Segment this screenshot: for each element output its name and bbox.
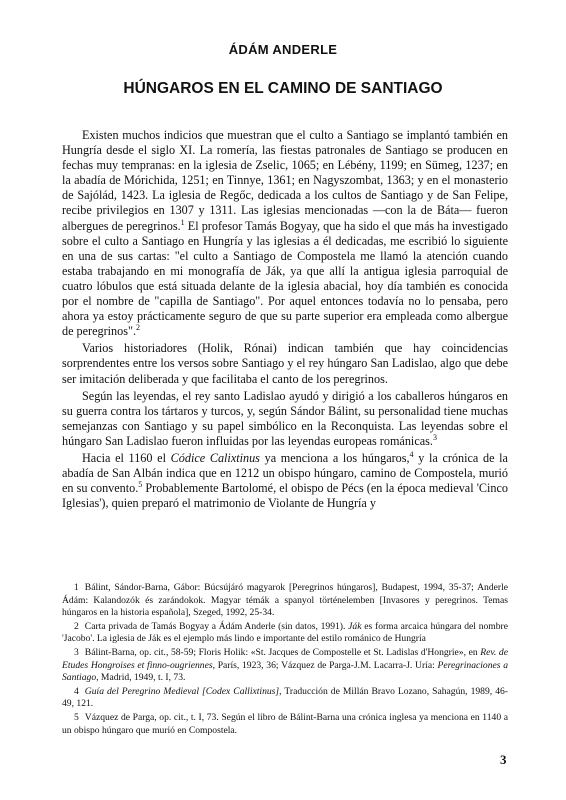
footnote-number: 2 (74, 620, 79, 632)
paragraph-1 (62, 128, 508, 339)
paragraph-4 (62, 451, 508, 511)
footnote-3-italic-1: Rev. de Etudes Hongroises et finno-ougriennes (62, 646, 508, 671)
paragraph-1-text-a: Existen muchos indicios que muestran que el culto a Santiago se implantó también en Hungría desde el siglo XI. La romería, las fiestas patronales de Santiago se producen en fechas muy tempranas: en la iglesia de Zselic, 1065; en Lébény, 1199; en Sümeg, 1237; en la abadía de Mórichida, 1251; en Tinnye, 1361; en Nagyszombat, 1363; y en el monasterio de Sajólád, 1423. La iglesia de Regőc, dedicada a los cultos de Santiago y de San Felipe, recibe privilegios en 1307 y 1311. Las iglesias mencionadas —con la de Báta— fueron albergues de peregrinos. (62, 128, 508, 233)
footnote-4-text: , Traducción de Millán Bravo Lozano, Sahagún, 1989, 46-49, 121. (62, 685, 508, 710)
footnote-4 (62, 686, 508, 711)
footnote-2-text-b: es forma arcaica húngara del nombre 'Jacobo'. La iglesia de Ják es el ejemplo más lindo e importante del estilo románico de Hungría (62, 620, 508, 645)
article-body (62, 128, 508, 513)
footnote-3-text-a: Bálint-Barna, op. cit., 58-59; Floris Holik: «St. Jacques de Compostelle et St. Ladislas d'Hongrie», en (84, 646, 481, 658)
paragraph-2: Varios historiadores (Holik, Rónai) indican también que hay coincidencias sorprendentes entre los versos sobre Santiago y el rey húngaro San Ladislao, algo que debe ser imitación deliberada y que facilitaba el canto de los peregrinos. (62, 341, 508, 386)
footnote-2-text-a: Carta privada de Tamás Bogyay a Ádám Anderle (sin datos, 1991). (84, 620, 349, 632)
footnote-2 (62, 621, 508, 646)
footnote-5 (62, 712, 508, 737)
footnote-number: 1 (74, 582, 79, 593)
footnote-4-italic: Guía del Peregrino Medieval [Codex Callixtinus] (84, 685, 280, 697)
footnote-ref-3: 3 (432, 432, 437, 442)
footnote-2-italic: Ják (348, 620, 362, 632)
footnote-3-text-c: , Madrid, 1949, t. I, 73. (96, 672, 186, 684)
paragraph-3 (62, 389, 508, 449)
footnote-ref-1: 1 (180, 217, 185, 227)
article-title: HÚNGAROS EN EL CAMINO DE SANTIAGO (123, 80, 443, 97)
footnote-number: 3 (74, 646, 79, 658)
paragraph-1-text-b: El profesor Tamás Bogyay, que ha sido el que más ha investigado sobre el culto a Santiago en Hungría y las iglesias a él dedicadas, me escribió lo siguiente en una de sus cartas: "el culto a Santiago de Compostela me llamó la atención cuando estaba trabajando en mi monografía de Ják, ya que allí la antigua iglesia parroquial de cuatro lóbulos que está situada delante de la iglesia abacial, hoy día también es conocida por el nombre de "capilla de Santiago". Por aquel entonces todavía no lo pensaba, pero ahora ya estoy prácticamente seguro de que su parte superior era empleada como albergue de peregrinos". (62, 218, 509, 339)
footnote-1 (62, 582, 508, 620)
footnote-5-text: Vázquez de Parga, op. cit., t. I, 73. Según el libro de Bálint-Barna una crónica inglesa ya menciona en 1140 a un obispo húngaro que murió en Compostela. (62, 711, 508, 736)
paragraph-4-text-d: Probablemente Bartolomé, el obispo de Pécs (en la época medieval 'Cinco Iglesias'), quien preparó el matrimonio de Violante de Hungría y (62, 481, 508, 511)
footnote-number: 4 (74, 685, 79, 697)
paragraph-4-text-b: ya menciona a los húngaros, (259, 450, 410, 465)
codex-title: Códice Calixtinus (170, 450, 260, 465)
footnote-ref-2: 2 (136, 323, 141, 333)
footnote-3-italic-2: Peregrinaciones a Santiago (62, 659, 509, 684)
page-number: 3 (500, 752, 507, 767)
footnote-number: 5 (74, 711, 79, 723)
paragraph-4-text-c: y la crónica de la abadía de San Albán indica que en 1212 un obispo húngaro, camino de Compostela, murió en su convento. (62, 450, 508, 496)
footnote-ref-5: 5 (138, 480, 143, 490)
footnote-1-text: Bálint, Sándor-Barna, Gábor: Búcsújáró magyarok [Peregrinos húngaros], Budapest, 1994, 35-37; Anderle Ádám: Kalandozók és zarándokok. Magyar témák a spanyol történelemben [Invasores y peregrinos. Temas húngaros en la historia española], Szeged, 1992, 25-34. (62, 582, 508, 619)
paragraph-3-text: Según las leyendas, el rey santo Ladislao ayudó y dirigió a los caballeros húngaros en su guerra contra los tártaros y turcos, y, según Sándor Bálint, su personalidad tiene muchas semejanzas con Santiago y su papel simbólico en la Reconquista. Las leyendas sobre el húngaro San Ladislao fueron influidas por las leyendas europeas románicas. (62, 388, 508, 448)
footnotes (62, 582, 508, 738)
footnote-ref-4: 4 (409, 449, 414, 459)
footnote-3-text-b: , París, 1923, 36; Vázquez de Parga-J.M. Lacarra-J. Uría: (212, 659, 438, 671)
author-name: ÁDÁM ANDERLE (228, 42, 338, 57)
paragraph-4-text-a: Hacia el 1160 el (82, 450, 171, 465)
footnote-3 (62, 647, 508, 685)
